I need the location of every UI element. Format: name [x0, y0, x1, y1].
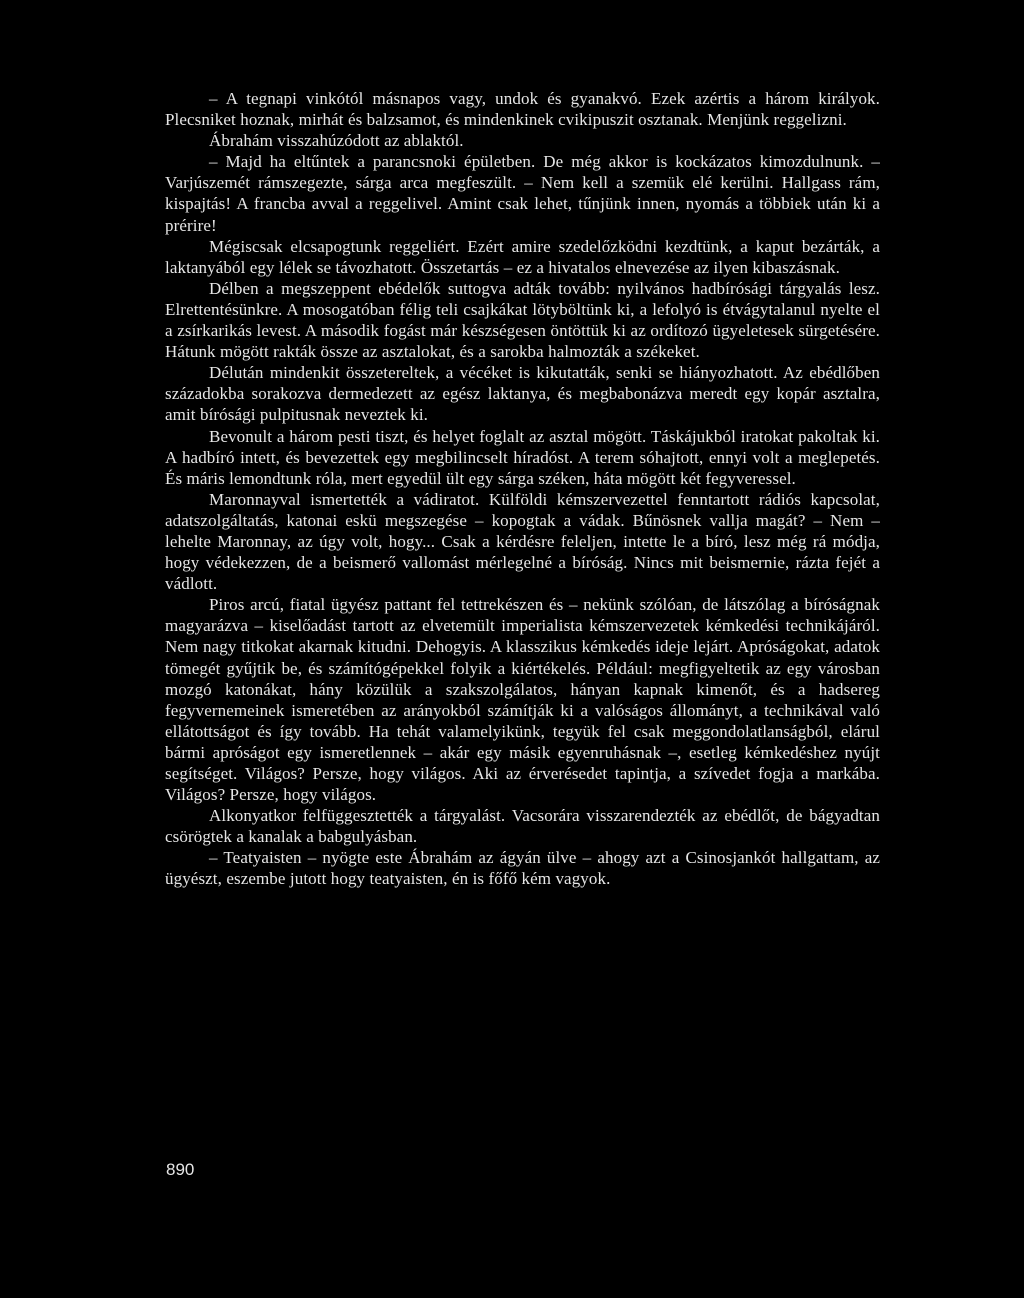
paragraph: Délután mindenkit összetereltek, a vécéket is kikutatták, senki se hiányozhatott. Az ebédlőben századokba sorakozva dermedezett az egész laktanya, és megbabonázva meredt egy kopár asztalra, amit bírósági pulpitusnak neveztek ki.	[165, 363, 880, 425]
body-text	[165, 88, 880, 890]
page-number: 890	[166, 1160, 195, 1179]
paragraph: Bevonult a három pesti tiszt, és helyet foglalt az asztal mögött. Táskájukból iratokat pakoltak ki. A hadbíró intett, és bevezettek egy megbilincselt híradóst. A terem sóhajtott, ennyi volt a meglepetés. És máris lemondtunk róla, mert egyedül ült egy sárga széken, háta mögött két fegyveressel.	[165, 426, 880, 488]
paragraph: Maronnayval ismertették a vádiratot. Külföldi kémszervezettel fenntartott rádiós kapcsolat, adatszolgáltatás, katonai eskü megszegése – kopogtak a vádak. Bűnösnek vallja magát? – Nem – lehelte Maronnay, az úgy volt, hogy... Csak a kérdésre feleljen, intette le a bíró, lesz még rá módja, hogy védekezzen, de a beismerő vallomást mérlegelné a bíróság. Nincs mit beismernie, rázta fejét a vádlott.	[165, 489, 880, 594]
paragraph: – A tegnapi vinkótól másnapos vagy, undok és gyanakvó. Ezek azértis a három királyok. Plecsniket hoznak, mirhát és balzsamot, és mindenkinek cvikipuszit osztanak. Menjünk reggelizni.	[165, 89, 880, 130]
paragraph: Délben a megszeppent ebédelők suttogva adták tovább: nyilvános hadbírósági tárgyalás lesz. Elrettentésünkre. A mosogatóban félig teli csajkákat lötyböltünk ki, a lefolyó is étvágytalanul nyelte el a zsírkarikás levest. A második fogást már készségesen öntöttük ki az ordítozó ügyeletesek sürgetésére. Hátunk mögött rakták össze az asztalokat, és a sarokba halmozták a székeket.	[165, 278, 880, 362]
paragraph: – Majd ha eltűntek a parancsnoki épületben. De még akkor is kockázatos kimozdulnunk. – Varjúszemét rámszegezte, sárga arca megfeszült. – Nem kell a szemük elé kerülni. Hallgass rám, kispajtás! A francba avval a reggelivel. Amint csak lehet, tűnjünk innen, nyomás a többiek után ki a prérire!	[165, 152, 880, 235]
paragraph: Alkonyatkor felfüggesztették a tárgyalást. Vacsorára visszarendezték az ebédlőt, de bágyadtan csörögtek a kanalak a babgulyásban.	[165, 806, 880, 847]
paragraph: Mégiscsak elcsapogtunk reggeliért. Ezért amire szedelőzködni kezdtünk, a kaput bezárták, a laktanyából egy lélek se távozhatott. Összetartás – ez a hivatalos elnevezése az ilyen kibaszásnak.	[165, 236, 880, 277]
paragraph: Piros arcú, fiatal ügyész pattant fel tettrekészen és – nekünk szólóan, de látszólag a bíróságnak magyarázva – kiselőadást tartott az elvetemült imperialista kémszervezetek kémkedési technikájáról. Nem nagy titkokat akarnak kitudni. Dehogyis. A klasszikus kémkedés ideje lejárt. Apróságokat, adatok tömegét gyűjtik be, és számítógépekkel folyik a kiértékelés. Például: megfigyeltetik az egy városban mozgó katonákat, hány közülük a szakszolgálatos, hányan kapnak kimenőt, és a hadsereg fegyvernemeinek ismeretében az arányokból számítják ki a valóságos állományt, a technikával való ellátottságot és így tovább. Ha tehát valamelyikünk, tegyük fel csak meggondolatlanságból, elárul bármi apróságot egy ismeretlennek – akár egy másik egyenruhásnak –, esetleg kémkedéshez nyújt segítséget. Világos? Persze, hogy világos. Aki az érverésedet tapintja, a szívedet fogja a markába. Világos? Persze, hogy világos.	[165, 595, 880, 805]
paragraph: Ábrahám visszahúzódott az ablaktól.	[209, 131, 464, 151]
paragraph: – Teatyaisten – nyögte este Ábrahám az ágyán ülve – ahogy azt a Csinosjankót hallgattam, az ügyészt, eszembe jutott hogy teatyaisten, én is főfő kém vagyok.	[165, 848, 880, 889]
